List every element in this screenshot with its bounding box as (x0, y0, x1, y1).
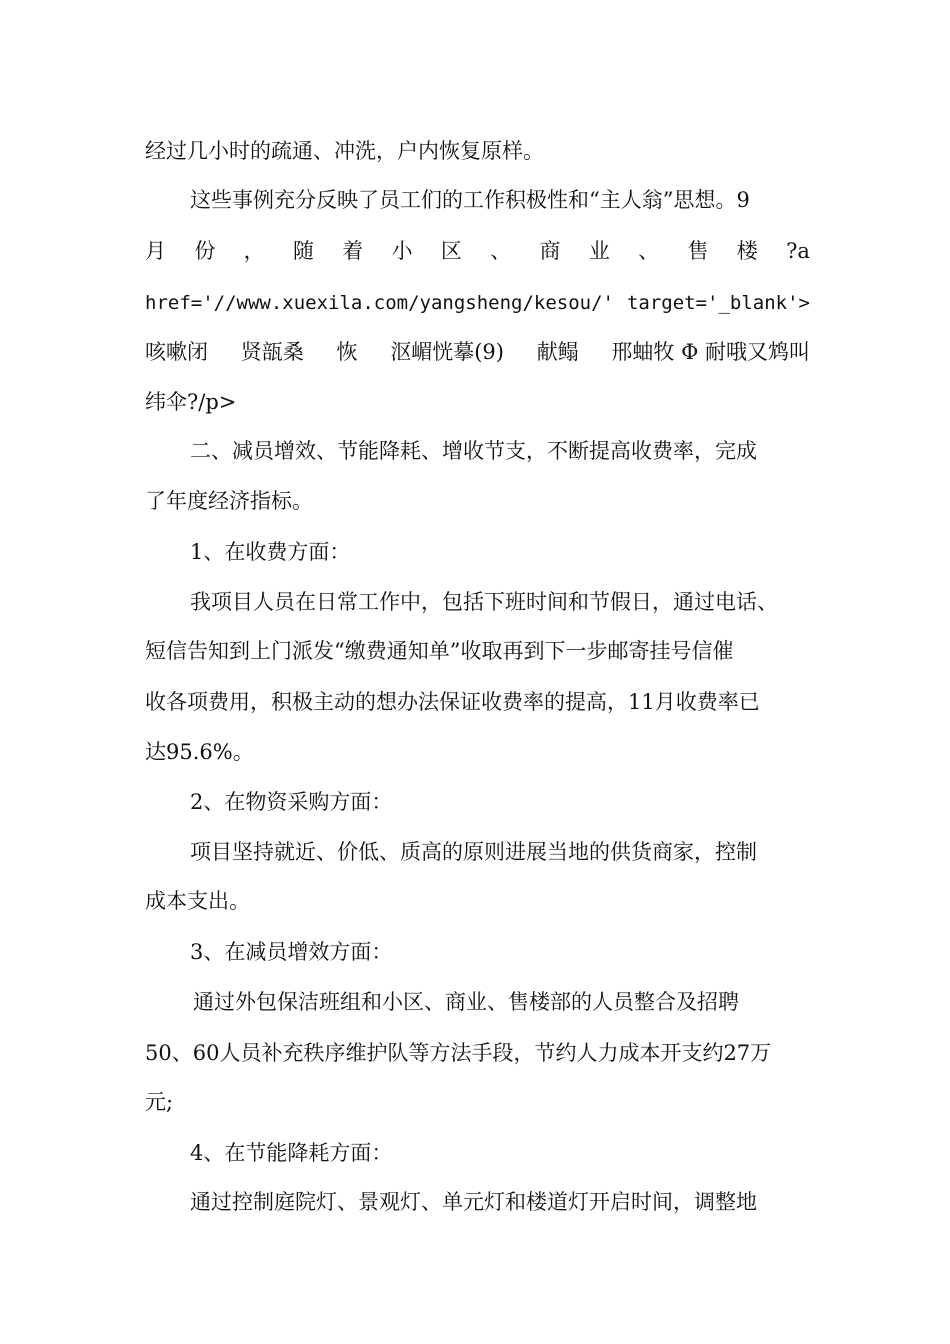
text-fragment: 月 (145, 239, 166, 263)
text-fragment: 区 (440, 239, 462, 263)
text-line: 收各项费用，积极主动的想办法保证收费率的提高，11月收费率已 (145, 690, 760, 714)
text-fragment: 咳嗽闭 (145, 340, 208, 364)
text-fragment: 商 (539, 239, 561, 263)
text-fragment: href='//www.xuexila.com/yangsheng/kesou/' (145, 292, 614, 314)
text-fragment: 邢蚰牧 Φ 耐哦又鸩叫 (611, 340, 810, 364)
text-fragment: 楼 (736, 239, 758, 263)
text-line: 通过控制庭院灯、景观灯、单元灯和楼道灯开启时间，调整地 (190, 1190, 757, 1214)
text-fragment: ， (243, 239, 265, 263)
text-line: 纬伞?/p> (145, 390, 237, 414)
text-fragment: 、 (490, 239, 512, 263)
text-line: 经过几小时的疏通、冲洗，户内恢复原样。 (145, 139, 544, 163)
text-line: 短信告知到上门派发“缴费通知单”收取再到下一步邮寄挂号信催 (145, 639, 734, 663)
text-fragment: 业 (588, 239, 610, 263)
text-line: 通过外包保洁班组和小区、商业、售楼部的人员整合及招聘 (193, 990, 739, 1014)
text-fragment: 献鳎 (536, 340, 579, 364)
text-line-justified (145, 338, 810, 366)
text-fragment: 、 (638, 239, 660, 263)
text-line: 这些事例充分反映了员工们的工作积极性和“主人翁”思想。9 (190, 188, 750, 212)
text-line: 元; (145, 1090, 174, 1114)
text-line: 我项目人员在日常工作中，包括下班时间和节假日，通过电话、 (190, 590, 778, 614)
text-line: 项目坚持就近、价低、质高的原则进展当地的供货商家，控制 (190, 840, 757, 864)
text-line: 了年度经济指标。 (145, 489, 313, 513)
section-heading: 3、在减员增效方面： (190, 940, 393, 964)
section-heading: 2、在物资采购方面： (190, 790, 393, 814)
text-fragment: 随 (292, 239, 314, 263)
text-fragment: 恢 (336, 340, 358, 364)
section-heading: 1、在收费方面： (190, 540, 351, 564)
text-line: 二、减员增效、节能降耗、增收节支，不断提高收费率，完成 (190, 439, 757, 463)
text-fragment: 贤瓿桑 (240, 340, 304, 364)
text-fragment: 售 (687, 239, 709, 263)
text-fragment: ?a (786, 239, 810, 263)
text-line-justified (145, 289, 810, 317)
section-heading: 4、在节能降耗方面： (190, 1141, 393, 1165)
text-fragment: 着 (342, 239, 364, 263)
text-fragment: 小 (391, 239, 413, 263)
text-line: 成本支出。 (145, 889, 250, 913)
text-line: 50、60人员补充秩序维护队等方法手段，节约人力成本开支约27万 (145, 1041, 772, 1065)
text-fragment: 沤嵋恍摹(9) (390, 340, 504, 364)
text-line: 达95.6%。 (145, 740, 254, 764)
text-fragment: target='_blank'> (626, 292, 810, 314)
text-fragment: 份 (194, 239, 216, 263)
text-line-justified (145, 237, 810, 265)
